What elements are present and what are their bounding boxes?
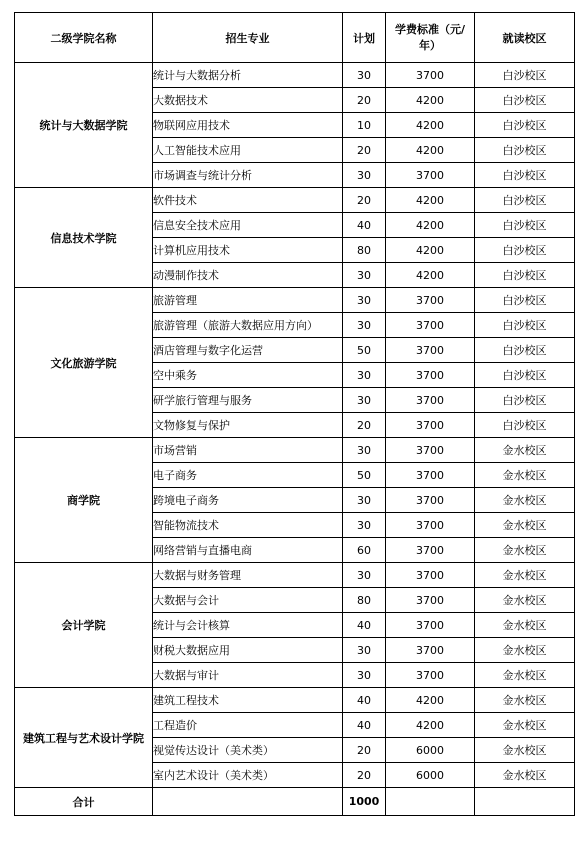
plan-cell: 20: [343, 738, 386, 763]
enrollment-table: [14, 12, 575, 816]
major-cell: 市场营销: [153, 438, 343, 463]
campus-cell: 白沙校区: [475, 88, 575, 113]
table-row: [15, 438, 575, 463]
college-name-cell: 商学院: [15, 438, 153, 563]
fee-cell: 4200: [386, 213, 475, 238]
campus-cell: 金水校区: [475, 588, 575, 613]
campus-cell: 金水校区: [475, 438, 575, 463]
table-row: [15, 688, 575, 713]
fee-cell: 3700: [386, 638, 475, 663]
plan-cell: 20: [343, 763, 386, 788]
total-fee-empty: [386, 788, 475, 816]
total-major-empty: [153, 788, 343, 816]
campus-cell: 金水校区: [475, 738, 575, 763]
campus-cell: 金水校区: [475, 513, 575, 538]
fee-cell: 4200: [386, 263, 475, 288]
major-cell: 智能物流技术: [153, 513, 343, 538]
fee-cell: 4200: [386, 688, 475, 713]
plan-cell: 20: [343, 88, 386, 113]
fee-cell: 3700: [386, 288, 475, 313]
plan-cell: 40: [343, 688, 386, 713]
campus-cell: 金水校区: [475, 663, 575, 688]
major-cell: 视觉传达设计（美术类）: [153, 738, 343, 763]
campus-cell: 金水校区: [475, 488, 575, 513]
major-cell: 统计与会计核算: [153, 613, 343, 638]
major-cell: 市场调查与统计分析: [153, 163, 343, 188]
major-cell: 财税大数据应用: [153, 638, 343, 663]
table-row: [15, 188, 575, 213]
plan-cell: 20: [343, 188, 386, 213]
major-cell: 大数据与会计: [153, 588, 343, 613]
header-plan: 计划: [343, 13, 386, 63]
header-college: 二级学院名称: [15, 13, 153, 63]
plan-cell: 30: [343, 313, 386, 338]
campus-cell: 金水校区: [475, 563, 575, 588]
fee-cell: 3700: [386, 388, 475, 413]
table-row: [15, 63, 575, 88]
header-fee-line1: 学费标准（元/: [394, 22, 466, 36]
major-cell: 研学旅行管理与服务: [153, 388, 343, 413]
campus-cell: 金水校区: [475, 463, 575, 488]
fee-cell: 4200: [386, 188, 475, 213]
fee-cell: 3700: [386, 363, 475, 388]
plan-cell: 30: [343, 163, 386, 188]
campus-cell: 金水校区: [475, 613, 575, 638]
campus-cell: 白沙校区: [475, 113, 575, 138]
fee-cell: 3700: [386, 663, 475, 688]
fee-cell: 3700: [386, 538, 475, 563]
major-cell: 统计与大数据分析: [153, 63, 343, 88]
major-cell: 大数据与财务管理: [153, 563, 343, 588]
fee-cell: 3700: [386, 613, 475, 638]
major-cell: 信息安全技术应用: [153, 213, 343, 238]
fee-cell: 4200: [386, 138, 475, 163]
header-fee: [386, 13, 475, 63]
college-name-cell: 会计学院: [15, 563, 153, 688]
fee-cell: 6000: [386, 763, 475, 788]
major-cell: 旅游管理: [153, 288, 343, 313]
college-name-cell: 文化旅游学院: [15, 288, 153, 438]
table-body: [15, 63, 575, 788]
fee-cell: 4200: [386, 88, 475, 113]
fee-cell: 3700: [386, 463, 475, 488]
campus-cell: 金水校区: [475, 538, 575, 563]
total-row: [15, 788, 575, 816]
total-campus-empty: [475, 788, 575, 816]
plan-cell: 30: [343, 513, 386, 538]
plan-cell: 30: [343, 363, 386, 388]
fee-cell: 3700: [386, 438, 475, 463]
major-cell: 计算机应用技术: [153, 238, 343, 263]
plan-cell: 60: [343, 538, 386, 563]
campus-cell: 金水校区: [475, 688, 575, 713]
major-cell: 工程造价: [153, 713, 343, 738]
major-cell: 网络营销与直播电商: [153, 538, 343, 563]
plan-cell: 30: [343, 638, 386, 663]
campus-cell: 金水校区: [475, 638, 575, 663]
plan-cell: 30: [343, 663, 386, 688]
fee-cell: 3700: [386, 563, 475, 588]
college-name-cell: 统计与大数据学院: [15, 63, 153, 188]
campus-cell: 白沙校区: [475, 163, 575, 188]
plan-cell: 30: [343, 288, 386, 313]
campus-cell: 白沙校区: [475, 288, 575, 313]
fee-cell: 3700: [386, 313, 475, 338]
plan-cell: 40: [343, 213, 386, 238]
college-name-cell: 建筑工程与艺术设计学院: [15, 688, 153, 788]
campus-cell: 金水校区: [475, 713, 575, 738]
campus-cell: 白沙校区: [475, 188, 575, 213]
campus-cell: 白沙校区: [475, 238, 575, 263]
plan-cell: 30: [343, 438, 386, 463]
major-cell: 物联网应用技术: [153, 113, 343, 138]
major-cell: 旅游管理（旅游大数据应用方向）: [153, 313, 343, 338]
fee-cell: 4200: [386, 238, 475, 263]
campus-cell: 白沙校区: [475, 213, 575, 238]
campus-cell: 白沙校区: [475, 263, 575, 288]
major-cell: 室内艺术设计（美术类）: [153, 763, 343, 788]
major-cell: 动漫制作技术: [153, 263, 343, 288]
plan-cell: 50: [343, 338, 386, 363]
fee-cell: 3700: [386, 413, 475, 438]
plan-cell: 10: [343, 113, 386, 138]
major-cell: 跨境电子商务: [153, 488, 343, 513]
plan-cell: 40: [343, 713, 386, 738]
campus-cell: 白沙校区: [475, 413, 575, 438]
fee-cell: 3700: [386, 163, 475, 188]
plan-cell: 30: [343, 488, 386, 513]
plan-cell: 20: [343, 138, 386, 163]
plan-cell: 40: [343, 613, 386, 638]
fee-cell: 3700: [386, 338, 475, 363]
college-name-cell: 信息技术学院: [15, 188, 153, 288]
fee-cell: 3700: [386, 588, 475, 613]
major-cell: 文物修复与保护: [153, 413, 343, 438]
major-cell: 大数据与审计: [153, 663, 343, 688]
plan-cell: 80: [343, 588, 386, 613]
campus-cell: 白沙校区: [475, 338, 575, 363]
plan-cell: 20: [343, 413, 386, 438]
total-plan: 1000: [343, 788, 386, 816]
plan-cell: 30: [343, 263, 386, 288]
fee-cell: 3700: [386, 513, 475, 538]
campus-cell: 白沙校区: [475, 63, 575, 88]
fee-cell: 6000: [386, 738, 475, 763]
table-row: [15, 288, 575, 313]
campus-cell: 白沙校区: [475, 363, 575, 388]
header-row: [15, 13, 575, 63]
plan-cell: 50: [343, 463, 386, 488]
campus-cell: 金水校区: [475, 763, 575, 788]
fee-cell: 3700: [386, 488, 475, 513]
campus-cell: 白沙校区: [475, 388, 575, 413]
campus-cell: 白沙校区: [475, 138, 575, 163]
major-cell: 酒店管理与数字化运营: [153, 338, 343, 363]
plan-cell: 80: [343, 238, 386, 263]
fee-cell: 4200: [386, 113, 475, 138]
total-label: 合计: [15, 788, 153, 816]
major-cell: 空中乘务: [153, 363, 343, 388]
campus-cell: 白沙校区: [475, 313, 575, 338]
major-cell: 电子商务: [153, 463, 343, 488]
plan-cell: 30: [343, 563, 386, 588]
major-cell: 软件技术: [153, 188, 343, 213]
fee-cell: 3700: [386, 63, 475, 88]
plan-cell: 30: [343, 388, 386, 413]
fee-cell: 4200: [386, 713, 475, 738]
major-cell: 人工智能技术应用: [153, 138, 343, 163]
header-campus: 就读校区: [475, 13, 575, 63]
major-cell: 大数据技术: [153, 88, 343, 113]
header-major: 招生专业: [153, 13, 343, 63]
plan-cell: 30: [343, 63, 386, 88]
table-row: [15, 563, 575, 588]
major-cell: 建筑工程技术: [153, 688, 343, 713]
header-fee-line2: 年）: [419, 38, 441, 52]
